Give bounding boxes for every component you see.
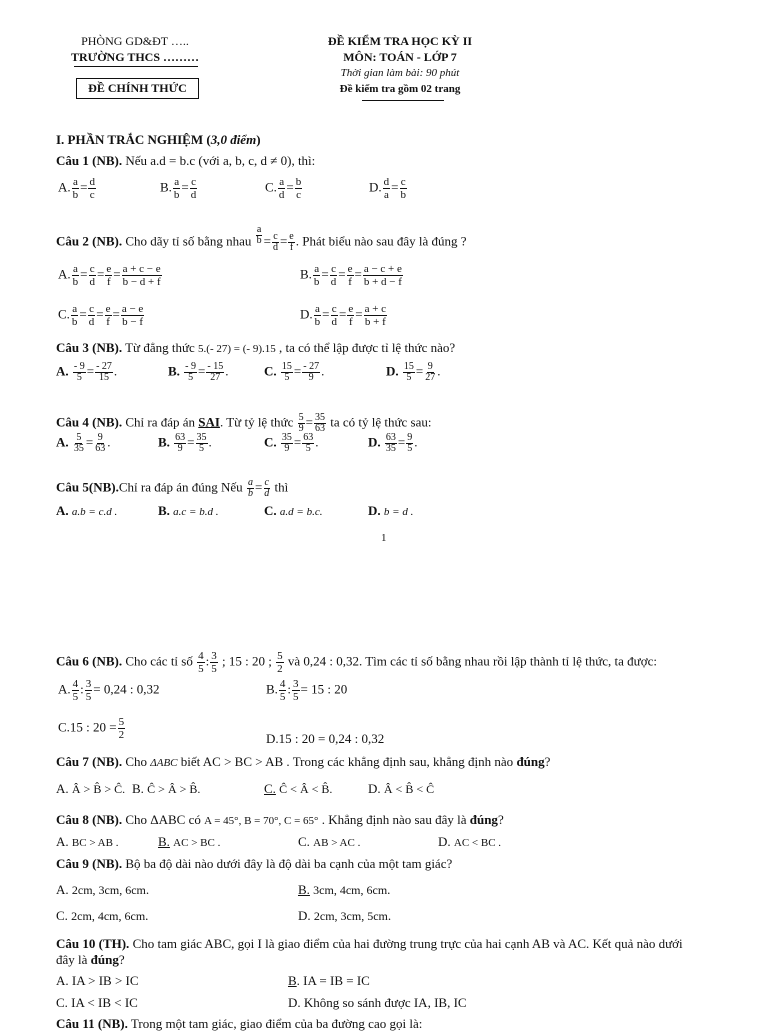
exam-title: ĐỀ KIỂM TRA HỌC KỲ II [327, 34, 473, 48]
q10-option-a: A. IA > IB > IC [56, 973, 139, 988]
q8-option-a: A. BC > AB . [56, 834, 119, 849]
dept-name: PHÒNG GD&ĐT ….. [81, 34, 189, 48]
exam-time: Thời gian làm bài: 90 phút [340, 67, 460, 79]
question-1: Câu 1 (NB). Nếu a.d = b.c (với a, b, c, d ≠ 0), thì: [56, 153, 316, 168]
question-10: Câu 10 (TH). Cho tam giác ABC, gọi I là giao điểm của hai đường trung trực của hai cạnh AB và AC. Kết quả nào dưới [56, 936, 683, 951]
q10-option-d: D. Không so sánh được IA, IB, IC [288, 995, 467, 1010]
question-4: Câu 4 (NB). Chỉ ra đáp án SAI. Từ tỷ lệ thức $\frac{5}{9}$ = $\frac{35}{63}$ ta có tỷ lệ thức sau: [56, 412, 432, 434]
q8-option-d: D. AC < BC . [438, 834, 502, 849]
q5-option-d: D. b = d . [368, 503, 414, 518]
q6-option-a: A. $\frac{4}{5}$ : $\frac{3}{5}$ = 0,24 : 0,32 [58, 678, 160, 703]
q1-option-c: C. $\frac{a}{d}$ = $\frac{b}{c}$ [265, 176, 302, 201]
exam-subject: MÔN: TOÁN - LỚP 7 [343, 50, 457, 64]
official-label: ĐỀ CHÍNH THỨC [88, 81, 187, 95]
question-6: Câu 6 (NB). Cho các tỉ số $\frac{4}{5}$ : $\frac{3}{5}$ ; 15 : 20 ; $\frac{5}{2}$ và 0,24 : 0,32. Tìm các tỉ số bằng nhau rồi lập thành tỉ lệ thức, ta được: [56, 650, 657, 675]
school-name: TRƯỜNG THCS ……… [70, 50, 199, 64]
header-rule [362, 100, 444, 101]
q1-option-d: D. $\frac{d}{a}$ = $\frac{c}{b}$ [369, 176, 406, 201]
q6-option-b: B. $\frac{4}{5}$ : $\frac{3}{5}$ = 15 : 20 [266, 678, 348, 703]
q7-option-c: C. Ĉ < Â < B̂. [264, 781, 333, 796]
q4-option-a: A. $\frac{5}{35}$ = $\frac{9}{63}$ . [56, 432, 111, 454]
q1-option-b: B. $\frac{a}{b}$ = $\frac{c}{d}$ [160, 176, 197, 201]
q2-option-b: B. $\frac{a}{b}$ = $\frac{c}{d}$ = $\frac{e}{f}$ = $\frac{a - c + e}{b + d - f}$ [300, 263, 402, 288]
q3-option-a: A. $\frac{- 9}{5}$ = $\frac{- 27}{15}$ . [56, 361, 118, 383]
q4-option-c: C. $\frac{35}{9}$ = $\frac{63}{5}$ . [264, 432, 319, 454]
q2-option-a: A. $\frac{a}{b}$ = $\frac{c}{d}$ = $\frac{e}{f}$ = $\frac{a + c - e}{b - d + f}$ [58, 263, 161, 288]
q9-option-d: D. 2cm, 3cm, 5cm. [298, 908, 392, 923]
page-number: 1 [381, 532, 387, 544]
q6-option-d: D.15 : 20 = 0,24 : 0,32 [266, 731, 385, 746]
q6-option-c: C.15 : 20 = $\frac{5}{2}$ [58, 716, 125, 741]
q8-option-c: C. AB > AC . [298, 834, 361, 849]
q5-option-a: A. a.b = c.d . [56, 503, 118, 518]
q9-option-b: B. 3cm, 4cm, 6cm. [298, 882, 391, 897]
section-title: I. PHẦN TRẮC NGHIỆM (3,0 điểm) [56, 132, 261, 147]
question-2: Câu 2 (NB). Cho dãy tỉ số bằng nhau $\frac{a}{b}$ = $\frac{c}{d}$ = $\frac{e}{f}$ . Phát biểu nào sau đây là đúng ? [56, 224, 467, 253]
q4-option-d: D. $\frac{63}{35}$ = $\frac{9}{5}$ . [368, 432, 418, 454]
question-8: Câu 8 (NB). Cho ΔABC có A = 45°, B = 70°, C = 65° . Khẳng định nào sau đây là đúng? [56, 812, 504, 827]
q3-option-d: D. $\frac{15}{5}$ = $\frac{9}{27}$ . [386, 361, 441, 383]
q3-option-c: C. $\frac{15}{5}$ = $\frac{- 27}{9}$ . [264, 361, 325, 383]
q7-option-b: B. Ĉ > Â > B̂. [132, 781, 201, 796]
question-5: Câu 5(NB).Chỉ ra đáp án đúng Nếu $\frac{a}{b}$ = $\frac{c}{d}$ thì [56, 477, 289, 499]
question-10-line2: đây là đúng? [56, 952, 125, 967]
q5-option-b: B. a.c = b.d . [158, 503, 219, 518]
question-11: Câu 11 (NB). Trong một tam giác, giao điểm của ba đường cao gọi là: [56, 1016, 423, 1031]
school-underline [74, 66, 198, 67]
q7-option-d: D. Â < B̂ < Ĉ [368, 781, 435, 796]
q4-option-b: B. $\frac{63}{9}$ = $\frac{35}{5}$ . [158, 432, 212, 454]
q2-option-c: C. $\frac{a}{b}$ = $\frac{c}{d}$ = $\frac{e}{f}$ = $\frac{a - e}{b - f}$ [58, 303, 144, 328]
q1-option-a: A. $\frac{a}{b}$ = $\frac{d}{c}$ [58, 176, 95, 201]
question-7: Câu 7 (NB). Cho ΔABC biết AC > BC > AB . Trong các khẳng định sau, khẳng định nào đúng? [56, 754, 551, 769]
exam-pages: Đề kiểm tra gồm 02 trang [339, 83, 461, 95]
q10-option-c: C. IA < IB < IC [56, 995, 138, 1010]
q9-option-a: A. 2cm, 3cm, 6cm. [56, 882, 150, 897]
q9-option-c: C. 2cm, 4cm, 6cm. [56, 908, 149, 923]
q7-option-a: A. Â > B̂ > Ĉ. [56, 781, 126, 796]
question-3: Câu 3 (NB). Từ đẳng thức 5.(- 27) = (- 9).15 , ta có thể lập được tỉ lệ thức nào? [56, 340, 456, 355]
q3-option-b: B. $\frac{- 9}{5}$ = $\frac{- 15}{27}$ . [168, 361, 229, 383]
question-9: Câu 9 (NB). Bộ ba độ dài nào dưới đây là độ dài ba cạnh của một tam giác? [56, 856, 453, 871]
q2-option-d: D. $\frac{a}{b}$ = $\frac{c}{d}$ = $\frac{e}{f}$ = $\frac{a + c}{b + f}$ [300, 303, 387, 328]
official-stamp-box [76, 78, 199, 99]
q5-option-c: C. a.d = b.c. [264, 503, 323, 518]
q8-option-b: B. AC > BC . [158, 834, 221, 849]
q10-option-b: B. IA = IB = IC [288, 973, 370, 988]
